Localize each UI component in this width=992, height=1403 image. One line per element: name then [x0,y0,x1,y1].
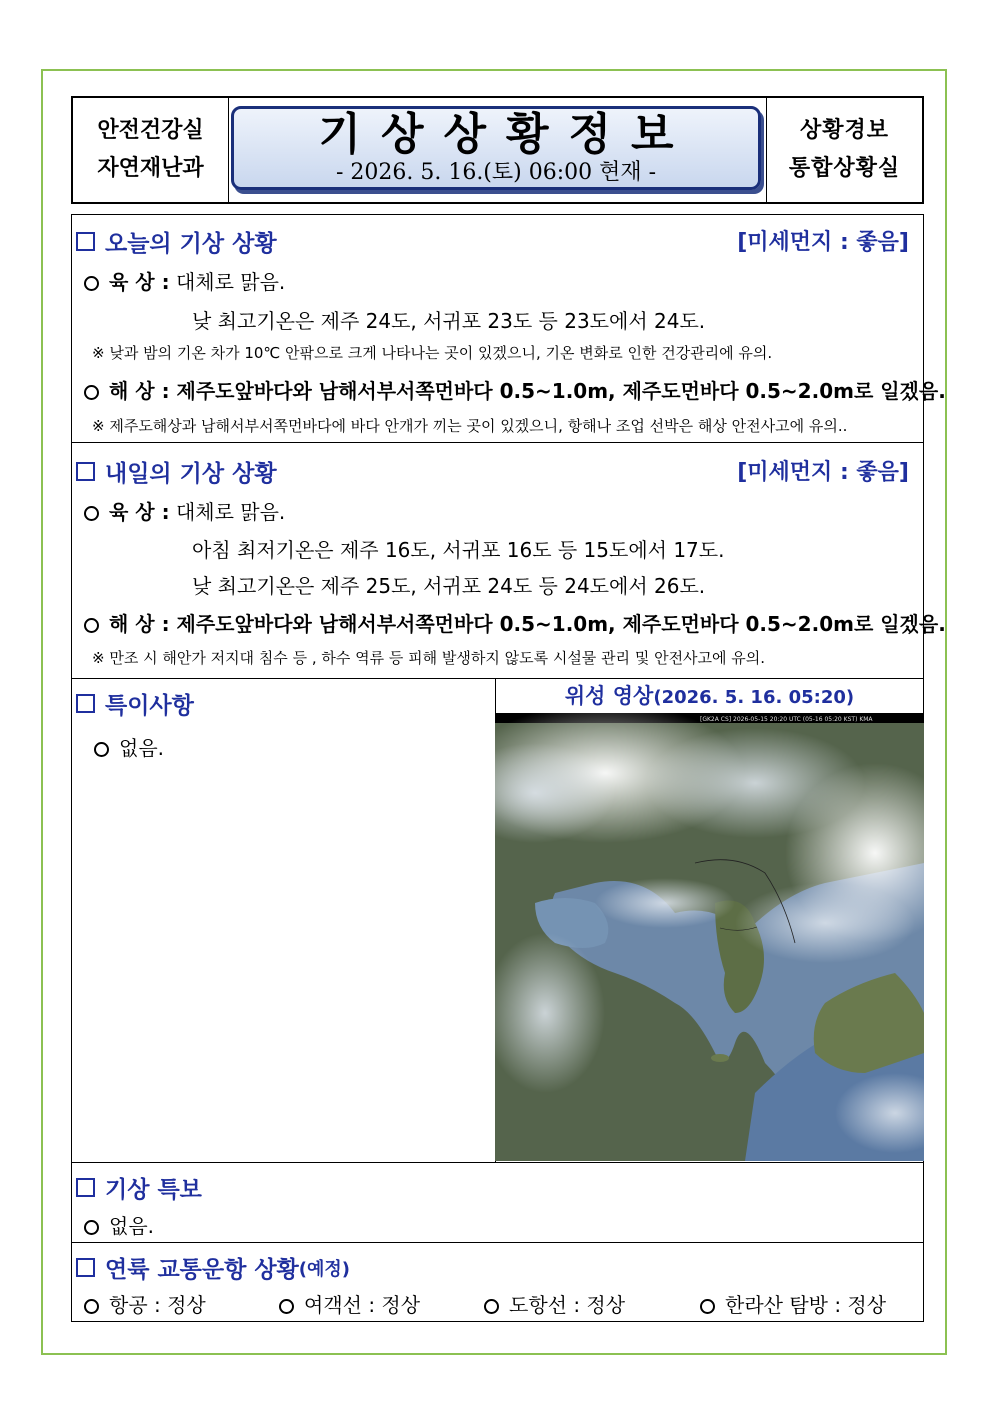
traffic-item-hallasan: 한라산 탐방 : 정상 [700,1289,886,1318]
report-header [71,96,924,204]
special-title: 특이사항 [76,687,194,720]
tomorrow-land-min: 아침 최저기온은 제주 16도, 서귀포 16도 등 15도에서 17도. [192,538,725,562]
department-label [73,98,229,202]
tomorrow-dust: [미세먼지 : 좋음] [737,460,909,485]
tomorrow-section [71,442,946,678]
warning-item: 없음. [84,1210,154,1239]
satellite-image [495,713,924,1161]
tomorrow-sea: 해 상 : 제주도앞바다와 남해서부서쪽먼바다 0.5~1.0m, 제주도먼바다 0.5~2.0m로 일겠음. [84,608,946,637]
traffic-item-ferry: 여객선 : 정상 [279,1289,420,1318]
tomorrow-land: 육 상 : 대체로 맑음. [84,496,285,525]
today-land-temp: 낮 최고기온은 제주 24도, 서귀포 23도 등 23도에서 24도. [192,309,706,333]
today-title: 오늘의 기상 상황 [76,225,277,258]
circle-bullet-icon [279,1299,294,1314]
checkbox-icon [76,232,95,251]
department-line1: 안전건강실 [97,118,204,143]
circle-bullet-icon [84,506,99,521]
traffic-item-island-ferry: 도항선 : 정상 [484,1289,625,1318]
title-box [231,106,761,190]
warning-section [71,1162,924,1242]
checkbox-icon [76,462,95,481]
today-dust: [미세먼지 : 좋음] [737,230,909,255]
circle-bullet-icon [84,1220,99,1235]
tomorrow-sea-note: ※ 만조 시 해안가 저지대 침수 등 , 하수 역류 등 피해 발생하지 않도록 시설물 관리 및 안전사고에 유의. [92,649,766,667]
satellite-caption: 위성 영상(2026. 5. 16. 05:20) [564,684,855,708]
circle-bullet-icon [84,618,99,633]
table-bottom-border [71,1321,924,1322]
office-line2: 통합상황실 [788,156,901,181]
report-title: 기상상황정보 [318,109,694,160]
satellite-stamp: [GK2A CS] 2026-05-15 20:20 UTC (05-16 05:20 KST) KMA [700,716,873,723]
tomorrow-title: 내일의 기상 상황 [76,455,277,488]
special-item: 없음. [94,732,164,761]
department-line2: 자연재난과 [97,156,204,181]
checkbox-icon [76,694,95,713]
traffic-section [71,1242,924,1322]
today-land-note: ※ 낮과 밤의 기온 차가 10℃ 안팎으로 크게 나타나는 곳이 있겠으니, 기온 변화로 인한 건강관리에 유의. [92,344,773,362]
office-line1: 상황경보 [799,118,889,143]
circle-bullet-icon [484,1299,499,1314]
today-land: 육 상 : 대체로 맑음. [84,266,285,295]
satellite-map-illustration [495,713,924,1161]
office-label [766,98,922,202]
checkbox-icon [76,1258,95,1277]
traffic-item-air: 항공 : 정상 [84,1289,206,1318]
circle-bullet-icon [94,742,109,757]
circle-bullet-icon [700,1299,715,1314]
tomorrow-land-max: 낮 최고기온은 제주 25도, 서귀포 24도 등 24도에서 26도. [192,574,706,598]
today-sea-note: ※ 제주도해상과 남해서부서쪽먼바다에 바다 안개가 끼는 곳이 있겠으니, 항해나 조업 선박은 해상 안전사고에 유의.. [92,417,848,435]
circle-bullet-icon [84,385,99,400]
circle-bullet-icon [84,276,99,291]
circle-bullet-icon [84,1299,99,1314]
today-section [71,214,946,442]
warning-title: 기상 특보 [76,1171,202,1204]
today-sea: 해 상 : 제주도앞바다와 남해서부서쪽먼바다 0.5~1.0m, 제주도먼바다 0.5~2.0m로 일겠음. [84,375,946,404]
report-date: - 2026. 5. 16.(토) 06:00 현재 - [335,160,657,185]
traffic-title: 연륙 교통운항 상황 (예정) [76,1251,350,1284]
checkbox-icon [76,1178,95,1197]
